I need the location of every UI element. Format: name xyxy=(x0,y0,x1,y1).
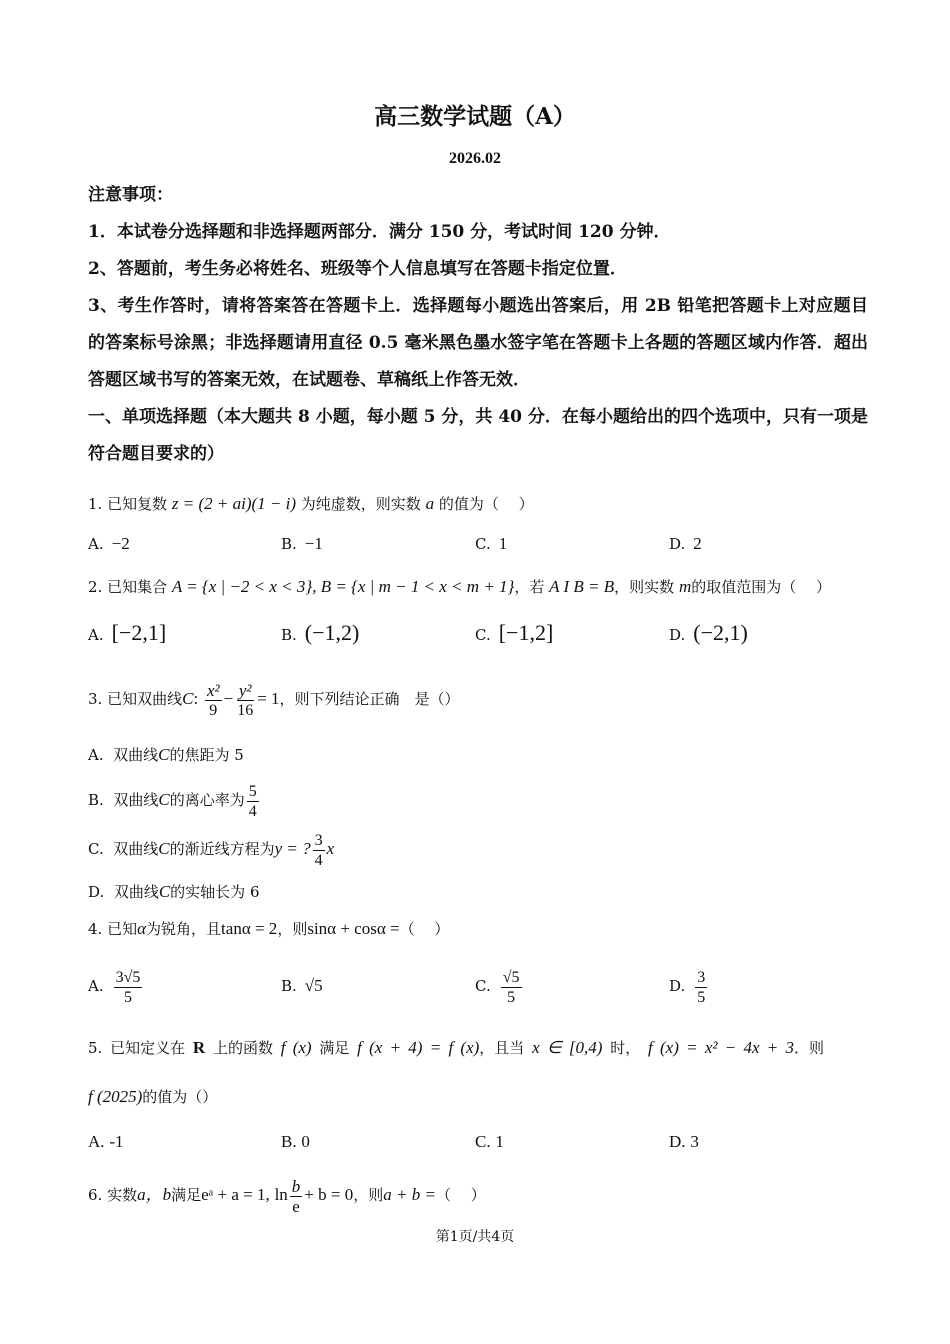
variable: m xyxy=(678,577,692,596)
question-text: 时， xyxy=(610,1039,641,1057)
question-text: ，且当 xyxy=(479,1039,525,1057)
question-text: 6. 实数 xyxy=(88,1186,138,1204)
question-4 xyxy=(88,917,878,941)
variable: C xyxy=(182,689,194,708)
formula: f (x + 4) = f (x) xyxy=(357,1038,480,1057)
question-3: 3. 已知双曲线C: $\frac{\text{x²}}{9}$ − $\frac{\text{y²}}{16}$ = 1，则下列结论正确 是（） xyxy=(88,680,460,719)
formula: f (x) = x² − 4x + 3 xyxy=(648,1038,794,1057)
option-b[interactable]: B. 双曲线C的离心率为 $\frac{5}{4}$ xyxy=(88,782,257,820)
question-text: ．则 xyxy=(794,1039,825,1057)
option-d[interactable]: D. 3 xyxy=(669,1132,699,1151)
question-text: 5. 已知定义在 xyxy=(88,1039,186,1057)
formula: + b = 0 xyxy=(304,1185,354,1204)
question-5 xyxy=(88,1036,878,1060)
options-q4 xyxy=(88,960,868,1016)
option-a[interactable]: A. -1 xyxy=(88,1132,124,1151)
formula: = 1 xyxy=(257,689,280,708)
fraction: $\frac{\text{x²}}{9}$ xyxy=(206,680,220,719)
option-b[interactable]: B. 0 xyxy=(281,1132,310,1151)
option-c[interactable]: C. 1 xyxy=(475,534,508,553)
formula: sinα + cosα = xyxy=(307,919,400,938)
question-text: 为锐角，且 xyxy=(146,920,222,938)
formula: eᵃ + a = 1, xyxy=(201,1185,270,1204)
exam-date: 2026.02 xyxy=(449,150,501,167)
formula: f (x) xyxy=(280,1038,312,1057)
options-q2 xyxy=(88,620,868,660)
question-text: 3. 已知双曲线 xyxy=(88,690,183,708)
variable: a，b xyxy=(137,1185,172,1204)
section-heading: 一、单项选择题（本大题共 8 小题，每小题 5 分，共 40 分．在每小题给出的四个选项中，只有一项是符合题目要求的） xyxy=(88,407,868,464)
fraction: $\frac{\text{y²}}{16}$ xyxy=(237,680,254,719)
question-text: ，则 xyxy=(277,920,308,938)
question-text: 满足 xyxy=(319,1039,350,1057)
notice-item-2: 2、答题前，考生务必将姓名、班级等个人信息填写在答题卡指定位置． xyxy=(88,259,627,279)
formula: x ∈ [0,4) xyxy=(532,1038,603,1057)
formula: a + b = xyxy=(383,1185,436,1204)
question-text: ，则 xyxy=(353,1186,384,1204)
formula: A I B = B xyxy=(549,577,615,596)
question-text: 的值为（） xyxy=(142,1088,218,1106)
variable: a xyxy=(425,494,435,513)
question-text: 的值为（ ） xyxy=(438,495,534,513)
option-d[interactable]: D. 2 xyxy=(669,534,702,553)
question-text: 为纯虚数，则实数 xyxy=(300,495,421,513)
notice-heading: 注意事项： xyxy=(88,185,173,205)
question-text: 1. 已知复数 xyxy=(88,495,168,513)
question-text: （ ） xyxy=(399,920,450,938)
formula: ln xyxy=(274,1185,288,1204)
options-q1 xyxy=(88,534,868,574)
question-text: 的取值范围为（ ） xyxy=(691,578,831,596)
option-d[interactable]: D. (−2,1) xyxy=(669,620,748,645)
question-text: 2. 已知集合 xyxy=(88,578,168,596)
question-2 xyxy=(88,575,878,599)
question-1 xyxy=(88,492,878,516)
question-text: （ ） xyxy=(435,1186,486,1204)
option-c[interactable]: C. $\frac{√5}{5}$ xyxy=(475,968,520,1006)
question-text: 上的函数 xyxy=(212,1039,273,1057)
option-a[interactable]: A. −2 xyxy=(88,534,130,553)
question-text: ，则下列结论正确 是（） xyxy=(279,690,460,708)
formula: z = (2 + ai)(1 − i) xyxy=(171,494,296,513)
formula: A = {x | −2 < x < 3}, B = {x | m − 1 < x < m + 1} xyxy=(171,577,515,596)
option-c[interactable]: C. 1 xyxy=(475,1132,504,1151)
option-b[interactable]: B. √5 xyxy=(281,976,323,995)
notice-item-1: 1．本试卷分选择题和非选择题两部分．满分 150 分，考试时间 120 分钟． xyxy=(88,222,671,242)
options-q5 xyxy=(88,1132,868,1172)
page-footer: 第1页/共4页 xyxy=(435,1229,515,1245)
option-c[interactable]: C. 双曲线C的渐近线方程为y = ? $\frac{3}{4}$ x xyxy=(88,831,335,869)
question-text: 4. 已知 xyxy=(88,920,138,938)
fraction: $\frac{b}{e}$ xyxy=(291,1176,301,1216)
option-d[interactable]: D. $\frac{3}{5}$ xyxy=(669,968,706,1006)
option-a[interactable]: A. $\frac{3√5}{5}$ xyxy=(88,968,141,1006)
formula: f (2025) xyxy=(88,1087,143,1106)
option-a[interactable]: A. 双曲线C的焦距为 5 xyxy=(88,745,244,764)
option-a[interactable]: A. [−2,1] xyxy=(88,620,167,645)
option-d[interactable]: D. 双曲线C的实轴长为 6 xyxy=(88,882,260,901)
variable: α xyxy=(137,919,147,938)
option-b[interactable]: B. −1 xyxy=(281,534,323,553)
formula: tanα = 2 xyxy=(221,919,278,938)
option-c[interactable]: C. [−1,2] xyxy=(475,620,554,645)
notice-item-3: 3、考生作答时，请将答案答在答题卡上．选择题每小题选出答案后，用 2B 铅笔把答题卡上对应题目的答案标号涂黑；非选择题请用直径 0.5 毫米黑色墨水签字笔在答题卡上各题的答题区域内作答．超出答题区域书写的答案无效，在试题卷、草稿纸上作答无效． xyxy=(88,296,868,390)
set-symbol: R xyxy=(192,1038,206,1057)
page-title: 高三数学试题（A） xyxy=(374,103,576,130)
question-6 xyxy=(88,1172,878,1218)
question-text: ，则实数 xyxy=(614,578,675,596)
question-text: 满足 xyxy=(171,1186,202,1204)
question-text: ，若 xyxy=(514,578,545,596)
option-b[interactable]: B. (−1,2) xyxy=(281,620,360,645)
question-5-line-2 xyxy=(88,1085,878,1109)
